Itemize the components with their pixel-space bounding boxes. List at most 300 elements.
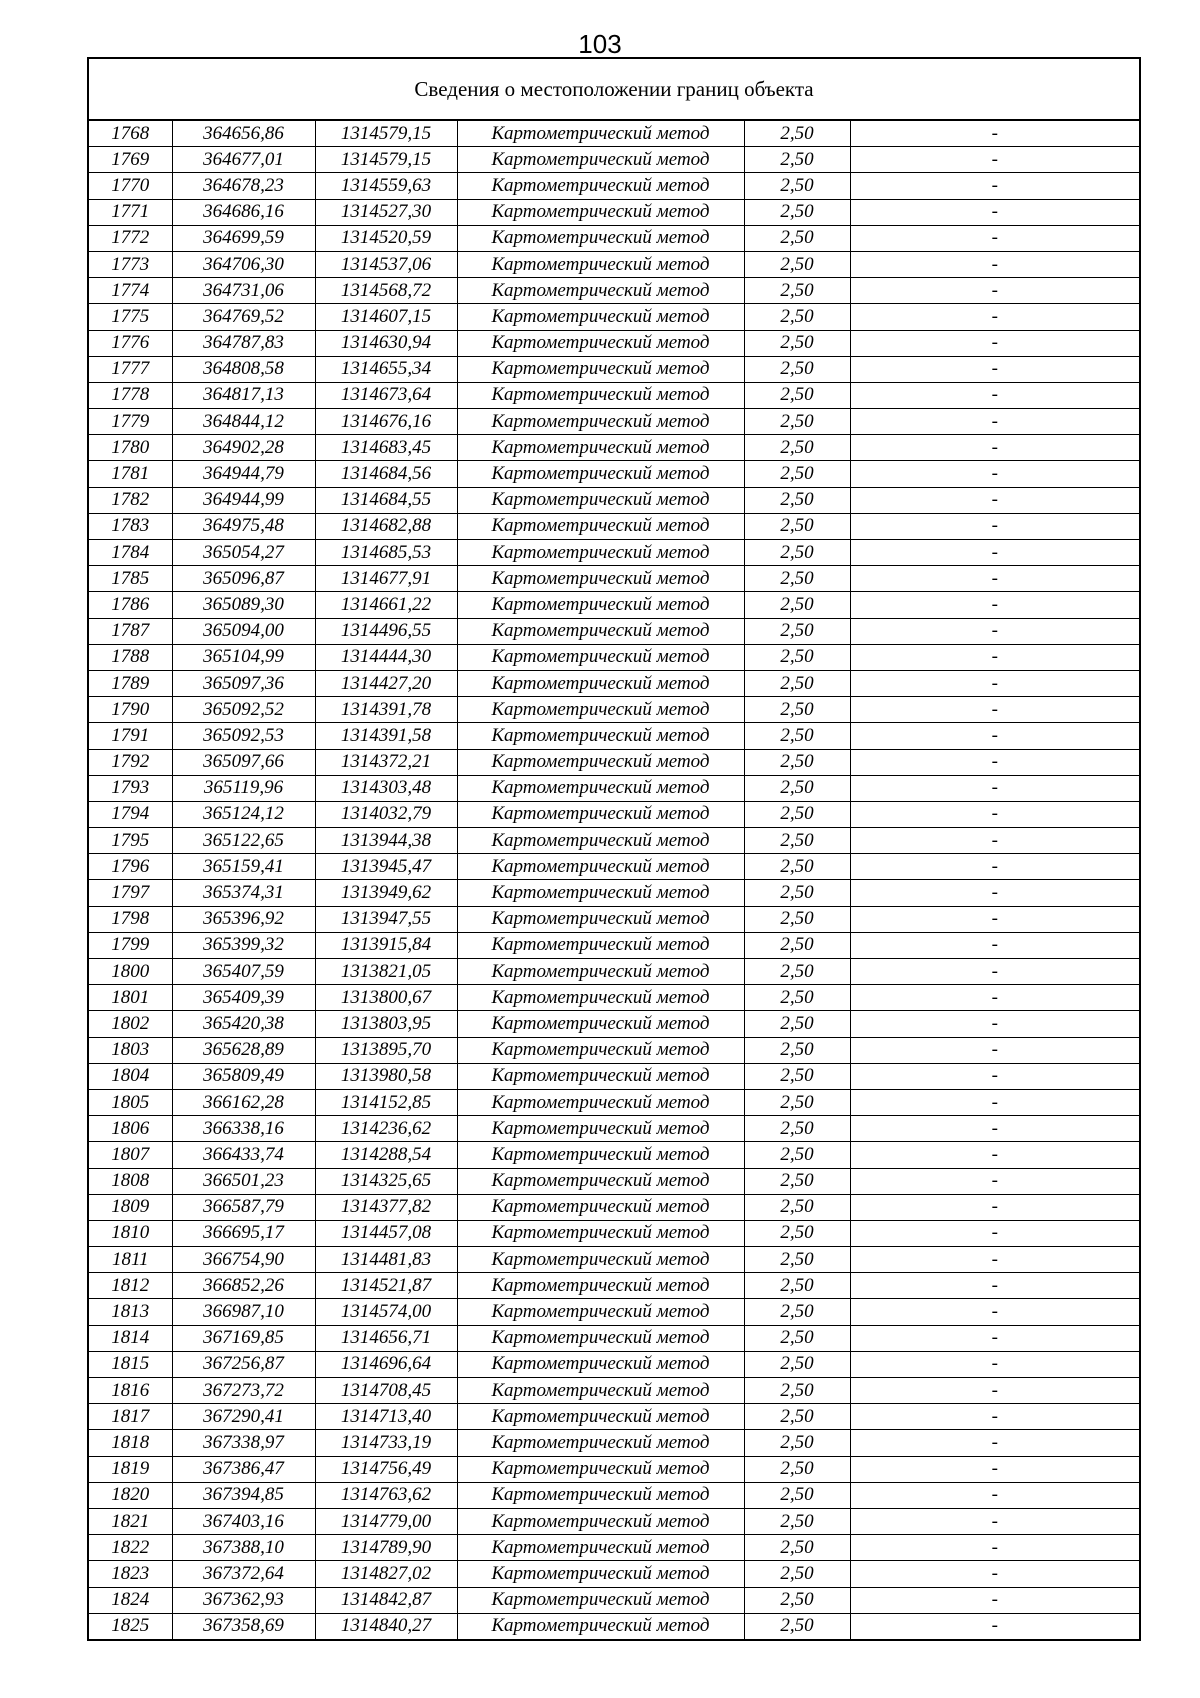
y-coordinate-cell: 1314756,49: [315, 1456, 457, 1482]
table-row: [88, 1063, 1140, 1089]
x-coordinate-cell: 366338,16: [172, 1116, 315, 1142]
description-cell: -: [850, 1194, 1140, 1220]
accuracy-cell: 2,50: [744, 985, 850, 1011]
point-number-cell: 1820: [88, 1482, 172, 1508]
accuracy-cell: 2,50: [744, 304, 850, 330]
y-coordinate-cell: 1314032,79: [315, 801, 457, 827]
point-number-cell: 1775: [88, 304, 172, 330]
method-cell: Картометрический метод: [457, 1220, 744, 1246]
description-cell: -: [850, 1404, 1140, 1430]
description-cell: -: [850, 932, 1140, 958]
method-cell: Картометрический метод: [457, 697, 744, 723]
method-cell: Картометрический метод: [457, 985, 744, 1011]
accuracy-cell: 2,50: [744, 932, 850, 958]
point-number-cell: 1772: [88, 225, 172, 251]
x-coordinate-cell: 364787,83: [172, 330, 315, 356]
method-cell: Картометрический метод: [457, 1325, 744, 1351]
y-coordinate-cell: 1314682,88: [315, 513, 457, 539]
method-cell: Картометрический метод: [457, 1247, 744, 1273]
x-coordinate-cell: 365396,92: [172, 906, 315, 932]
table-row: [88, 592, 1140, 618]
table-row: [88, 906, 1140, 932]
x-coordinate-cell: 366852,26: [172, 1273, 315, 1299]
table-row: [88, 1351, 1140, 1377]
description-cell: -: [850, 251, 1140, 277]
method-cell: Картометрический метод: [457, 330, 744, 356]
description-cell: -: [850, 1116, 1140, 1142]
x-coordinate-cell: 367256,87: [172, 1351, 315, 1377]
method-cell: Картометрический метод: [457, 120, 744, 147]
accuracy-cell: 2,50: [744, 435, 850, 461]
y-coordinate-cell: 1314685,53: [315, 540, 457, 566]
method-cell: Картометрический метод: [457, 1116, 744, 1142]
table-row: [88, 670, 1140, 696]
table-row: [88, 356, 1140, 382]
description-cell: -: [850, 409, 1140, 435]
accuracy-cell: 2,50: [744, 644, 850, 670]
table-row: [88, 1168, 1140, 1194]
point-number-cell: 1794: [88, 801, 172, 827]
description-cell: -: [850, 985, 1140, 1011]
method-cell: Картометрический метод: [457, 1299, 744, 1325]
accuracy-cell: 2,50: [744, 1089, 850, 1115]
accuracy-cell: 2,50: [744, 147, 850, 173]
description-cell: -: [850, 959, 1140, 985]
x-coordinate-cell: 365119,96: [172, 775, 315, 801]
y-coordinate-cell: 1314391,58: [315, 723, 457, 749]
accuracy-cell: 2,50: [744, 1482, 850, 1508]
x-coordinate-cell: 367290,41: [172, 1404, 315, 1430]
y-coordinate-cell: 1314481,83: [315, 1247, 457, 1273]
x-coordinate-cell: 367169,85: [172, 1325, 315, 1351]
table-row: [88, 330, 1140, 356]
x-coordinate-cell: 365094,00: [172, 618, 315, 644]
accuracy-cell: 2,50: [744, 1430, 850, 1456]
method-cell: Картометрический метод: [457, 409, 744, 435]
description-cell: -: [850, 1456, 1140, 1482]
x-coordinate-cell: 364902,28: [172, 435, 315, 461]
method-cell: Картометрический метод: [457, 618, 744, 644]
method-cell: Картометрический метод: [457, 251, 744, 277]
x-coordinate-cell: 364677,01: [172, 147, 315, 173]
description-cell: -: [850, 1430, 1140, 1456]
table-row: [88, 880, 1140, 906]
method-cell: Картометрический метод: [457, 723, 744, 749]
y-coordinate-cell: 1314521,87: [315, 1273, 457, 1299]
x-coordinate-cell: 364656,86: [172, 120, 315, 147]
y-coordinate-cell: 1314696,64: [315, 1351, 457, 1377]
y-coordinate-cell: 1314496,55: [315, 618, 457, 644]
description-cell: -: [850, 1508, 1140, 1534]
y-coordinate-cell: 1314377,82: [315, 1194, 457, 1220]
y-coordinate-cell: 1314152,85: [315, 1089, 457, 1115]
description-cell: -: [850, 723, 1140, 749]
table-row: [88, 147, 1140, 173]
description-cell: -: [850, 487, 1140, 513]
point-number-cell: 1807: [88, 1142, 172, 1168]
description-cell: -: [850, 1220, 1140, 1246]
point-number-cell: 1796: [88, 854, 172, 880]
x-coordinate-cell: 366433,74: [172, 1142, 315, 1168]
accuracy-cell: 2,50: [744, 566, 850, 592]
table-row: [88, 1299, 1140, 1325]
table-title: Сведения о местоположении границ объекта: [88, 58, 1140, 120]
accuracy-cell: 2,50: [744, 540, 850, 566]
method-cell: Картометрический метод: [457, 566, 744, 592]
table-row: [88, 959, 1140, 985]
x-coordinate-cell: 367362,93: [172, 1587, 315, 1613]
x-coordinate-cell: 366695,17: [172, 1220, 315, 1246]
point-number-cell: 1822: [88, 1535, 172, 1561]
table-row: [88, 225, 1140, 251]
y-coordinate-cell: 1314840,27: [315, 1613, 457, 1640]
accuracy-cell: 2,50: [744, 1535, 850, 1561]
y-coordinate-cell: 1314527,30: [315, 199, 457, 225]
table-row: [88, 1508, 1140, 1534]
x-coordinate-cell: 364699,59: [172, 225, 315, 251]
y-coordinate-cell: 1314559,63: [315, 173, 457, 199]
point-number-cell: 1817: [88, 1404, 172, 1430]
accuracy-cell: 2,50: [744, 1404, 850, 1430]
accuracy-cell: 2,50: [744, 1613, 850, 1640]
y-coordinate-cell: 1313821,05: [315, 959, 457, 985]
point-number-cell: 1802: [88, 1011, 172, 1037]
accuracy-cell: 2,50: [744, 1378, 850, 1404]
accuracy-cell: 2,50: [744, 828, 850, 854]
point-number-cell: 1790: [88, 697, 172, 723]
y-coordinate-cell: 1313944,38: [315, 828, 457, 854]
description-cell: -: [850, 1037, 1140, 1063]
y-coordinate-cell: 1314607,15: [315, 304, 457, 330]
method-cell: Картометрический метод: [457, 1508, 744, 1534]
point-number-cell: 1780: [88, 435, 172, 461]
method-cell: Картометрический метод: [457, 199, 744, 225]
y-coordinate-cell: 1314372,21: [315, 749, 457, 775]
method-cell: Картометрический метод: [457, 1142, 744, 1168]
table-row: [88, 540, 1140, 566]
table-row: [88, 513, 1140, 539]
table-row: [88, 382, 1140, 408]
page-number: 103: [578, 29, 622, 59]
accuracy-cell: 2,50: [744, 120, 850, 147]
method-cell: Картометрический метод: [457, 1011, 744, 1037]
table-row: [88, 566, 1140, 592]
method-cell: Картометрический метод: [457, 1089, 744, 1115]
y-coordinate-cell: 1314779,00: [315, 1508, 457, 1534]
point-number-cell: 1804: [88, 1063, 172, 1089]
method-cell: Картометрический метод: [457, 173, 744, 199]
point-number-cell: 1787: [88, 618, 172, 644]
x-coordinate-cell: 365092,53: [172, 723, 315, 749]
boundary-coordinates-table: [87, 57, 1141, 1641]
y-coordinate-cell: 1314427,20: [315, 670, 457, 696]
x-coordinate-cell: 365159,41: [172, 854, 315, 880]
x-coordinate-cell: 364706,30: [172, 251, 315, 277]
table-row: [88, 1220, 1140, 1246]
accuracy-cell: 2,50: [744, 225, 850, 251]
point-number-cell: 1784: [88, 540, 172, 566]
accuracy-cell: 2,50: [744, 592, 850, 618]
description-cell: -: [850, 880, 1140, 906]
point-number-cell: 1811: [88, 1247, 172, 1273]
method-cell: Картометрический метод: [457, 1535, 744, 1561]
accuracy-cell: 2,50: [744, 1116, 850, 1142]
point-number-cell: 1791: [88, 723, 172, 749]
point-number-cell: 1819: [88, 1456, 172, 1482]
table-row: [88, 461, 1140, 487]
description-cell: -: [850, 1482, 1140, 1508]
accuracy-cell: 2,50: [744, 618, 850, 644]
accuracy-cell: 2,50: [744, 382, 850, 408]
method-cell: Картометрический метод: [457, 382, 744, 408]
x-coordinate-cell: 366754,90: [172, 1247, 315, 1273]
x-coordinate-cell: 365420,38: [172, 1011, 315, 1037]
description-cell: -: [850, 199, 1140, 225]
x-coordinate-cell: 364944,99: [172, 487, 315, 513]
y-coordinate-cell: 1314236,62: [315, 1116, 457, 1142]
accuracy-cell: 2,50: [744, 1011, 850, 1037]
accuracy-cell: 2,50: [744, 880, 850, 906]
description-cell: -: [850, 592, 1140, 618]
point-number-cell: 1823: [88, 1561, 172, 1587]
accuracy-cell: 2,50: [744, 959, 850, 985]
description-cell: -: [850, 382, 1140, 408]
x-coordinate-cell: 366162,28: [172, 1089, 315, 1115]
point-number-cell: 1788: [88, 644, 172, 670]
point-number-cell: 1799: [88, 932, 172, 958]
point-number-cell: 1806: [88, 1116, 172, 1142]
table-row: [88, 1587, 1140, 1613]
description-cell: -: [850, 304, 1140, 330]
point-number-cell: 1803: [88, 1037, 172, 1063]
y-coordinate-cell: 1313915,84: [315, 932, 457, 958]
x-coordinate-cell: 365374,31: [172, 880, 315, 906]
accuracy-cell: 2,50: [744, 487, 850, 513]
table-title-row: [88, 58, 1140, 120]
x-coordinate-cell: 365089,30: [172, 592, 315, 618]
point-number-cell: 1778: [88, 382, 172, 408]
method-cell: Картометрический метод: [457, 1482, 744, 1508]
method-cell: Картометрический метод: [457, 513, 744, 539]
description-cell: -: [850, 1299, 1140, 1325]
point-number-cell: 1813: [88, 1299, 172, 1325]
accuracy-cell: 2,50: [744, 513, 850, 539]
description-cell: -: [850, 618, 1140, 644]
description-cell: -: [850, 461, 1140, 487]
method-cell: Картометрический метод: [457, 435, 744, 461]
description-cell: -: [850, 513, 1140, 539]
method-cell: Картометрический метод: [457, 487, 744, 513]
x-coordinate-cell: 365124,12: [172, 801, 315, 827]
accuracy-cell: 2,50: [744, 1587, 850, 1613]
accuracy-cell: 2,50: [744, 356, 850, 382]
x-coordinate-cell: 364678,23: [172, 173, 315, 199]
table-row: [88, 801, 1140, 827]
point-number-cell: 1789: [88, 670, 172, 696]
accuracy-cell: 2,50: [744, 1063, 850, 1089]
point-number-cell: 1783: [88, 513, 172, 539]
accuracy-cell: 2,50: [744, 461, 850, 487]
x-coordinate-cell: 366501,23: [172, 1168, 315, 1194]
accuracy-cell: 2,50: [744, 775, 850, 801]
method-cell: Картометрический метод: [457, 1168, 744, 1194]
x-coordinate-cell: 365097,66: [172, 749, 315, 775]
point-number-cell: 1795: [88, 828, 172, 854]
method-cell: Картометрический метод: [457, 1351, 744, 1377]
table-row: [88, 932, 1140, 958]
y-coordinate-cell: 1314684,55: [315, 487, 457, 513]
table-row: [88, 1273, 1140, 1299]
point-number-cell: 1793: [88, 775, 172, 801]
x-coordinate-cell: 366987,10: [172, 1299, 315, 1325]
x-coordinate-cell: 364975,48: [172, 513, 315, 539]
point-number-cell: 1786: [88, 592, 172, 618]
accuracy-cell: 2,50: [744, 1273, 850, 1299]
description-cell: -: [850, 120, 1140, 147]
description-cell: -: [850, 147, 1140, 173]
method-cell: Картометрический метод: [457, 854, 744, 880]
x-coordinate-cell: 365809,49: [172, 1063, 315, 1089]
description-cell: -: [850, 775, 1140, 801]
table-row: [88, 1613, 1140, 1640]
table-row: [88, 985, 1140, 1011]
description-cell: -: [850, 1325, 1140, 1351]
y-coordinate-cell: 1314763,62: [315, 1482, 457, 1508]
description-cell: -: [850, 356, 1140, 382]
point-number-cell: 1815: [88, 1351, 172, 1377]
description-cell: -: [850, 670, 1140, 696]
table-body: [88, 120, 1140, 1640]
point-number-cell: 1798: [88, 906, 172, 932]
point-number-cell: 1821: [88, 1508, 172, 1534]
table-row: [88, 409, 1140, 435]
x-coordinate-cell: 367403,16: [172, 1508, 315, 1534]
accuracy-cell: 2,50: [744, 1168, 850, 1194]
y-coordinate-cell: 1313947,55: [315, 906, 457, 932]
accuracy-cell: 2,50: [744, 906, 850, 932]
y-coordinate-cell: 1314673,64: [315, 382, 457, 408]
point-number-cell: 1825: [88, 1613, 172, 1640]
table-row: [88, 304, 1140, 330]
method-cell: Картометрический метод: [457, 1037, 744, 1063]
table-row: [88, 199, 1140, 225]
point-number-cell: 1773: [88, 251, 172, 277]
x-coordinate-cell: 364944,79: [172, 461, 315, 487]
x-coordinate-cell: 367273,72: [172, 1378, 315, 1404]
description-cell: -: [850, 1561, 1140, 1587]
y-coordinate-cell: 1314676,16: [315, 409, 457, 435]
method-cell: Картометрический метод: [457, 1456, 744, 1482]
description-cell: -: [850, 1613, 1140, 1640]
table-row: [88, 1482, 1140, 1508]
point-number-cell: 1781: [88, 461, 172, 487]
y-coordinate-cell: 1314288,54: [315, 1142, 457, 1168]
y-coordinate-cell: 1314827,02: [315, 1561, 457, 1587]
method-cell: Картометрический метод: [457, 670, 744, 696]
description-cell: -: [850, 278, 1140, 304]
point-number-cell: 1785: [88, 566, 172, 592]
table-row: [88, 723, 1140, 749]
x-coordinate-cell: 365097,36: [172, 670, 315, 696]
accuracy-cell: 2,50: [744, 1508, 850, 1534]
accuracy-cell: 2,50: [744, 1299, 850, 1325]
table-row: [88, 749, 1140, 775]
accuracy-cell: 2,50: [744, 409, 850, 435]
point-number-cell: 1776: [88, 330, 172, 356]
y-coordinate-cell: 1314325,65: [315, 1168, 457, 1194]
method-cell: Картометрический метод: [457, 1194, 744, 1220]
description-cell: -: [850, 749, 1140, 775]
table-row: [88, 697, 1140, 723]
method-cell: Картометрический метод: [457, 356, 744, 382]
x-coordinate-cell: 365104,99: [172, 644, 315, 670]
table-row: [88, 775, 1140, 801]
table-row: [88, 854, 1140, 880]
accuracy-cell: 2,50: [744, 1194, 850, 1220]
point-number-cell: 1779: [88, 409, 172, 435]
x-coordinate-cell: 365407,59: [172, 959, 315, 985]
table-row: [88, 487, 1140, 513]
table-row: [88, 1456, 1140, 1482]
x-coordinate-cell: 364808,58: [172, 356, 315, 382]
table-row: [88, 251, 1140, 277]
method-cell: Картометрический метод: [457, 932, 744, 958]
accuracy-cell: 2,50: [744, 1351, 850, 1377]
x-coordinate-cell: 364686,16: [172, 199, 315, 225]
description-cell: -: [850, 854, 1140, 880]
point-number-cell: 1816: [88, 1378, 172, 1404]
y-coordinate-cell: 1313800,67: [315, 985, 457, 1011]
point-number-cell: 1797: [88, 880, 172, 906]
accuracy-cell: 2,50: [744, 1325, 850, 1351]
method-cell: Картометрический метод: [457, 304, 744, 330]
x-coordinate-cell: 367338,97: [172, 1430, 315, 1456]
table-row: [88, 1194, 1140, 1220]
accuracy-cell: 2,50: [744, 1561, 850, 1587]
table-row: [88, 1378, 1140, 1404]
y-coordinate-cell: 1314842,87: [315, 1587, 457, 1613]
x-coordinate-cell: 365096,87: [172, 566, 315, 592]
accuracy-cell: 2,50: [744, 199, 850, 225]
method-cell: Картометрический метод: [457, 1378, 744, 1404]
point-number-cell: 1771: [88, 199, 172, 225]
method-cell: Картометрический метод: [457, 592, 744, 618]
accuracy-cell: 2,50: [744, 1456, 850, 1482]
table-row: [88, 1535, 1140, 1561]
y-coordinate-cell: 1314444,30: [315, 644, 457, 670]
method-cell: Картометрический метод: [457, 1404, 744, 1430]
description-cell: -: [850, 1168, 1140, 1194]
description-cell: -: [850, 801, 1140, 827]
y-coordinate-cell: 1313949,62: [315, 880, 457, 906]
description-cell: -: [850, 1273, 1140, 1299]
table-row: [88, 1561, 1140, 1587]
point-number-cell: 1801: [88, 985, 172, 1011]
point-number-cell: 1777: [88, 356, 172, 382]
description-cell: -: [850, 173, 1140, 199]
table-row: [88, 1011, 1140, 1037]
y-coordinate-cell: 1314568,72: [315, 278, 457, 304]
table-row: [88, 1142, 1140, 1168]
method-cell: Картометрический метод: [457, 278, 744, 304]
table-row: [88, 435, 1140, 461]
x-coordinate-cell: 366587,79: [172, 1194, 315, 1220]
x-coordinate-cell: 367358,69: [172, 1613, 315, 1640]
accuracy-cell: 2,50: [744, 670, 850, 696]
y-coordinate-cell: 1314677,91: [315, 566, 457, 592]
table-row: [88, 1037, 1140, 1063]
point-number-cell: 1812: [88, 1273, 172, 1299]
